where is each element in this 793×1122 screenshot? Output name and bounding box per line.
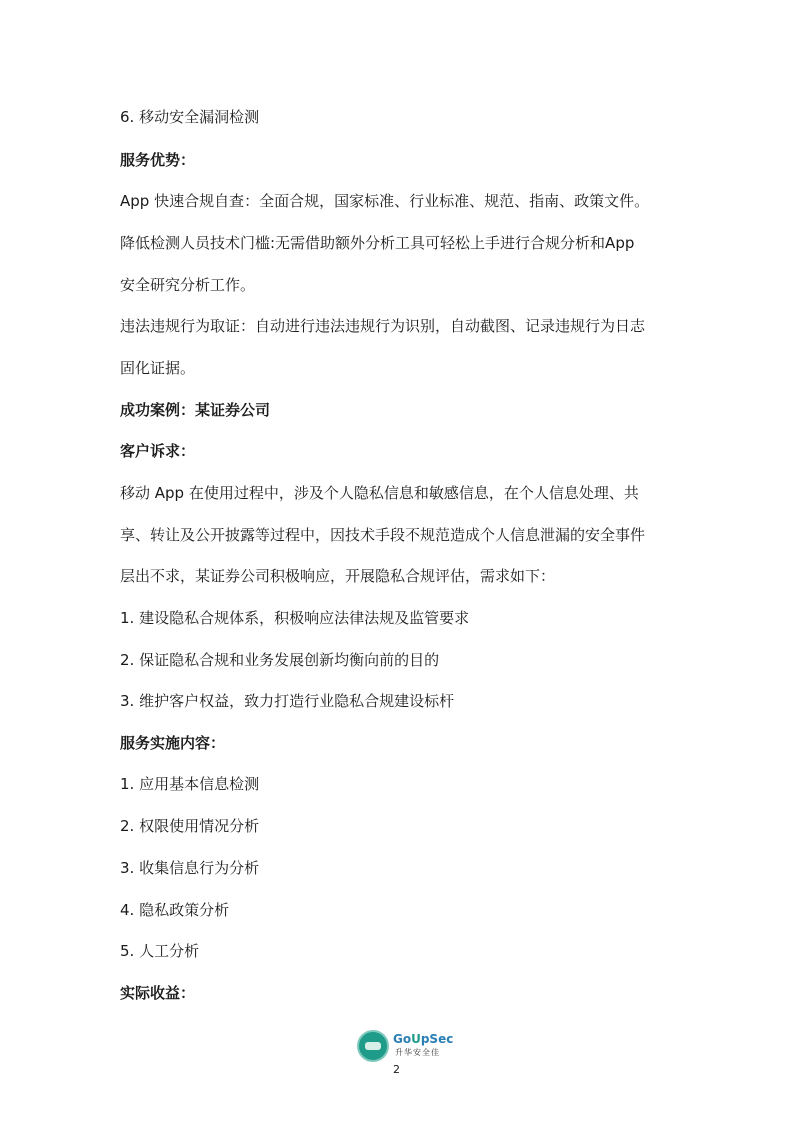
text-line: 6. 移动安全漏洞检测 xyxy=(120,108,260,126)
section-heading-case: 成功案例：某证券公司 xyxy=(120,401,271,419)
text-line: 层出不求，某证券公司积极响应，开展隐私合规评估，需求如下： xyxy=(120,567,556,585)
section-heading-benefits: 实际收益： xyxy=(120,984,196,1002)
section-heading-demands: 客户诉求： xyxy=(120,442,196,460)
text-line: App 快速合规自查：全面合规，国家标准、行业标准、规范、指南、政策文件。 xyxy=(120,192,650,210)
list-item: 2. 权限使用情况分析 xyxy=(120,817,260,835)
text-line: 违法违规行为取证：自动进行违法违规行为识别，自动截图、记录违规行为日志 xyxy=(120,317,646,335)
section-heading-advantages: 服务优势： xyxy=(120,151,196,169)
list-item: 1. 应用基本信息检测 xyxy=(120,775,260,793)
text-line: 移动 App 在使用过程中，涉及个人隐私信息和敏感信息，在个人信息处理、共 xyxy=(120,484,639,502)
logo-brand-text: GoUpSec xyxy=(393,1032,454,1046)
list-item: 5. 人工分析 xyxy=(120,942,200,960)
list-item: 3. 收集信息行为分析 xyxy=(120,859,260,877)
text-line: 降低检测人员技术门槛:无需借助额外分析工具可轻松上手进行合规分析和App xyxy=(120,234,635,252)
text-line: 安全研究分析工作。 xyxy=(120,276,256,294)
list-item: 4. 隐私政策分析 xyxy=(120,901,230,919)
text-line: 固化证据。 xyxy=(120,359,196,377)
page-number: 2 xyxy=(393,1063,400,1076)
list-item: 3. 维护客户权益，致力打造行业隐私合规建设标杆 xyxy=(120,692,455,710)
list-item: 2. 保证隐私合规和业务发展创新均衡向前的目的 xyxy=(120,651,440,669)
logo-subtitle: 升华安全佳 xyxy=(395,1048,440,1057)
list-item: 1. 建设隐私合规体系，积极响应法律法规及监管要求 xyxy=(120,609,470,627)
text-line: 享、转让及公开披露等过程中，因技术手段不规范造成个人信息泄漏的安全事件 xyxy=(120,526,646,544)
section-heading-implementation: 服务实施内容： xyxy=(120,734,226,752)
logo-emblem-icon xyxy=(357,1030,389,1062)
